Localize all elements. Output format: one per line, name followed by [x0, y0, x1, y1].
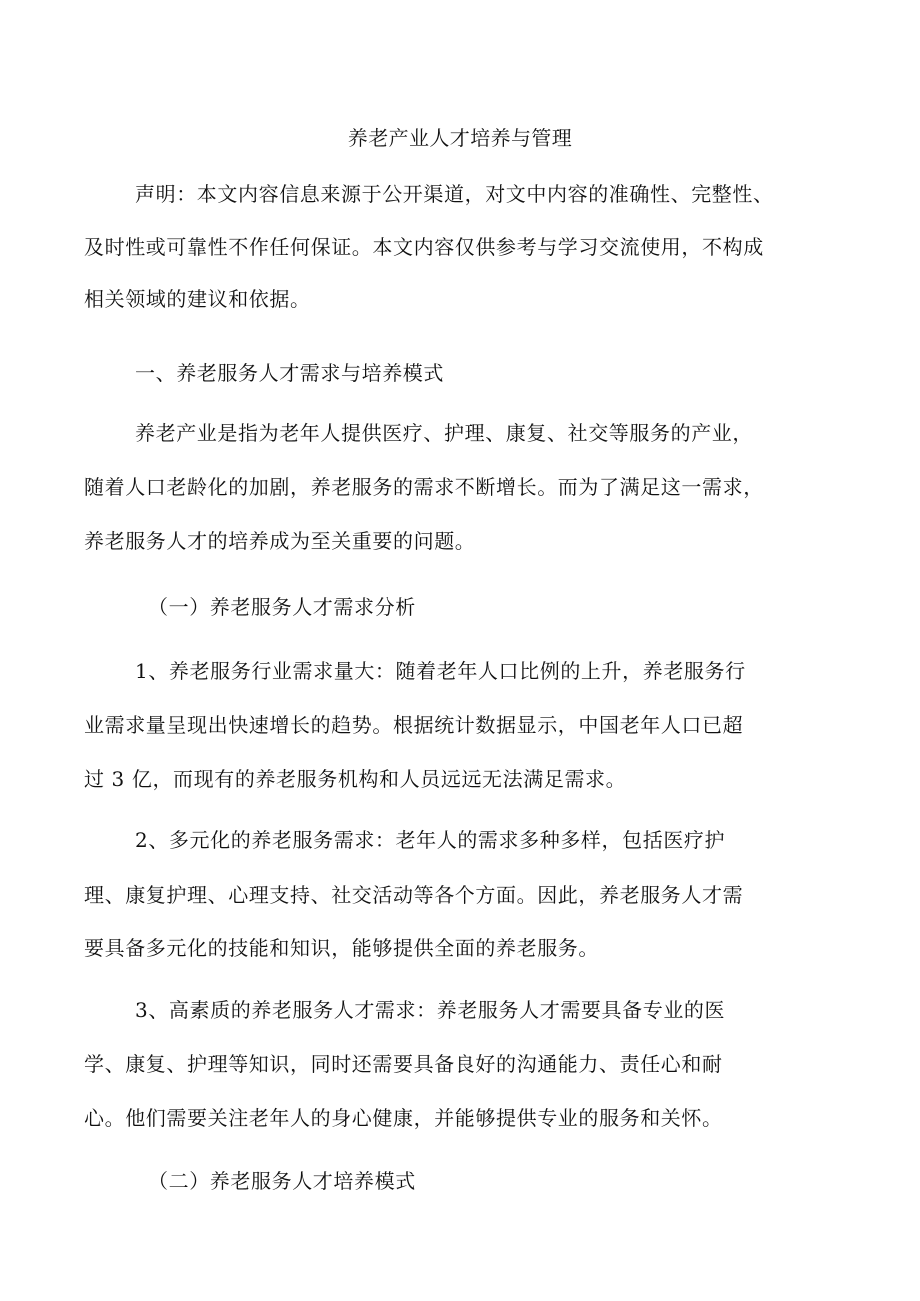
disclaimer-line: 及时性或可靠性不作任何保证。本文内容仅供参考与学习交流使用，不构成	[84, 235, 764, 259]
paragraph-line: 随着人口老龄化的加剧，养老服务的需求不断增长。而为了满足这一需求，	[84, 475, 764, 499]
paragraph-line: 心。他们需要关注老年人的身心健康，并能够提供专业的服务和关怀。	[84, 1106, 723, 1130]
paragraph-line: 2、多元化的养老服务需求：老年人的需求多种多样，包括医疗护	[135, 828, 726, 852]
paragraph-line: 过 3 亿，而现有的养老服务机构和人员远远无法满足需求。	[84, 767, 627, 791]
paragraph-line: 养老产业是指为老年人提供医疗、护理、康复、社交等服务的产业，	[135, 421, 753, 445]
paragraph-line: 1、养老服务行业需求量大：随着老年人口比例的上升，养老服务行	[135, 659, 746, 683]
document-title: 养老产业人才培养与管理	[347, 126, 573, 150]
subsection1-heading: （一）养老服务人才需求分析	[148, 595, 416, 619]
subsection2-heading: （二）养老服务人才培养模式	[148, 1169, 416, 1193]
section1-heading: 一、养老服务人才需求与培养模式	[135, 361, 444, 385]
paragraph-line: 养老服务人才的培养成为至关重要的问题。	[84, 529, 476, 553]
paragraph-line: 理、康复护理、心理支持、社交活动等各个方面。因此，养老服务人才需	[84, 883, 744, 907]
paragraph-line: 3、高素质的养老服务人才需求：养老服务人才需要具备专业的医	[135, 998, 726, 1022]
paragraph-line: 要具备多元化的技能和知识，能够提供全面的养老服务。	[84, 936, 599, 960]
disclaimer-line: 声明：本文内容信息来源于公开渠道，对文中内容的准确性、完整性、	[135, 182, 774, 206]
disclaimer-line: 相关领域的建议和依据。	[84, 287, 311, 311]
paragraph-line: 学、康复、护理等知识，同时还需要具备良好的沟通能力、责任心和耐	[84, 1052, 723, 1076]
paragraph-line: 业需求量呈现出快速增长的趋势。根据统计数据显示，中国老年人口已超	[84, 713, 744, 737]
